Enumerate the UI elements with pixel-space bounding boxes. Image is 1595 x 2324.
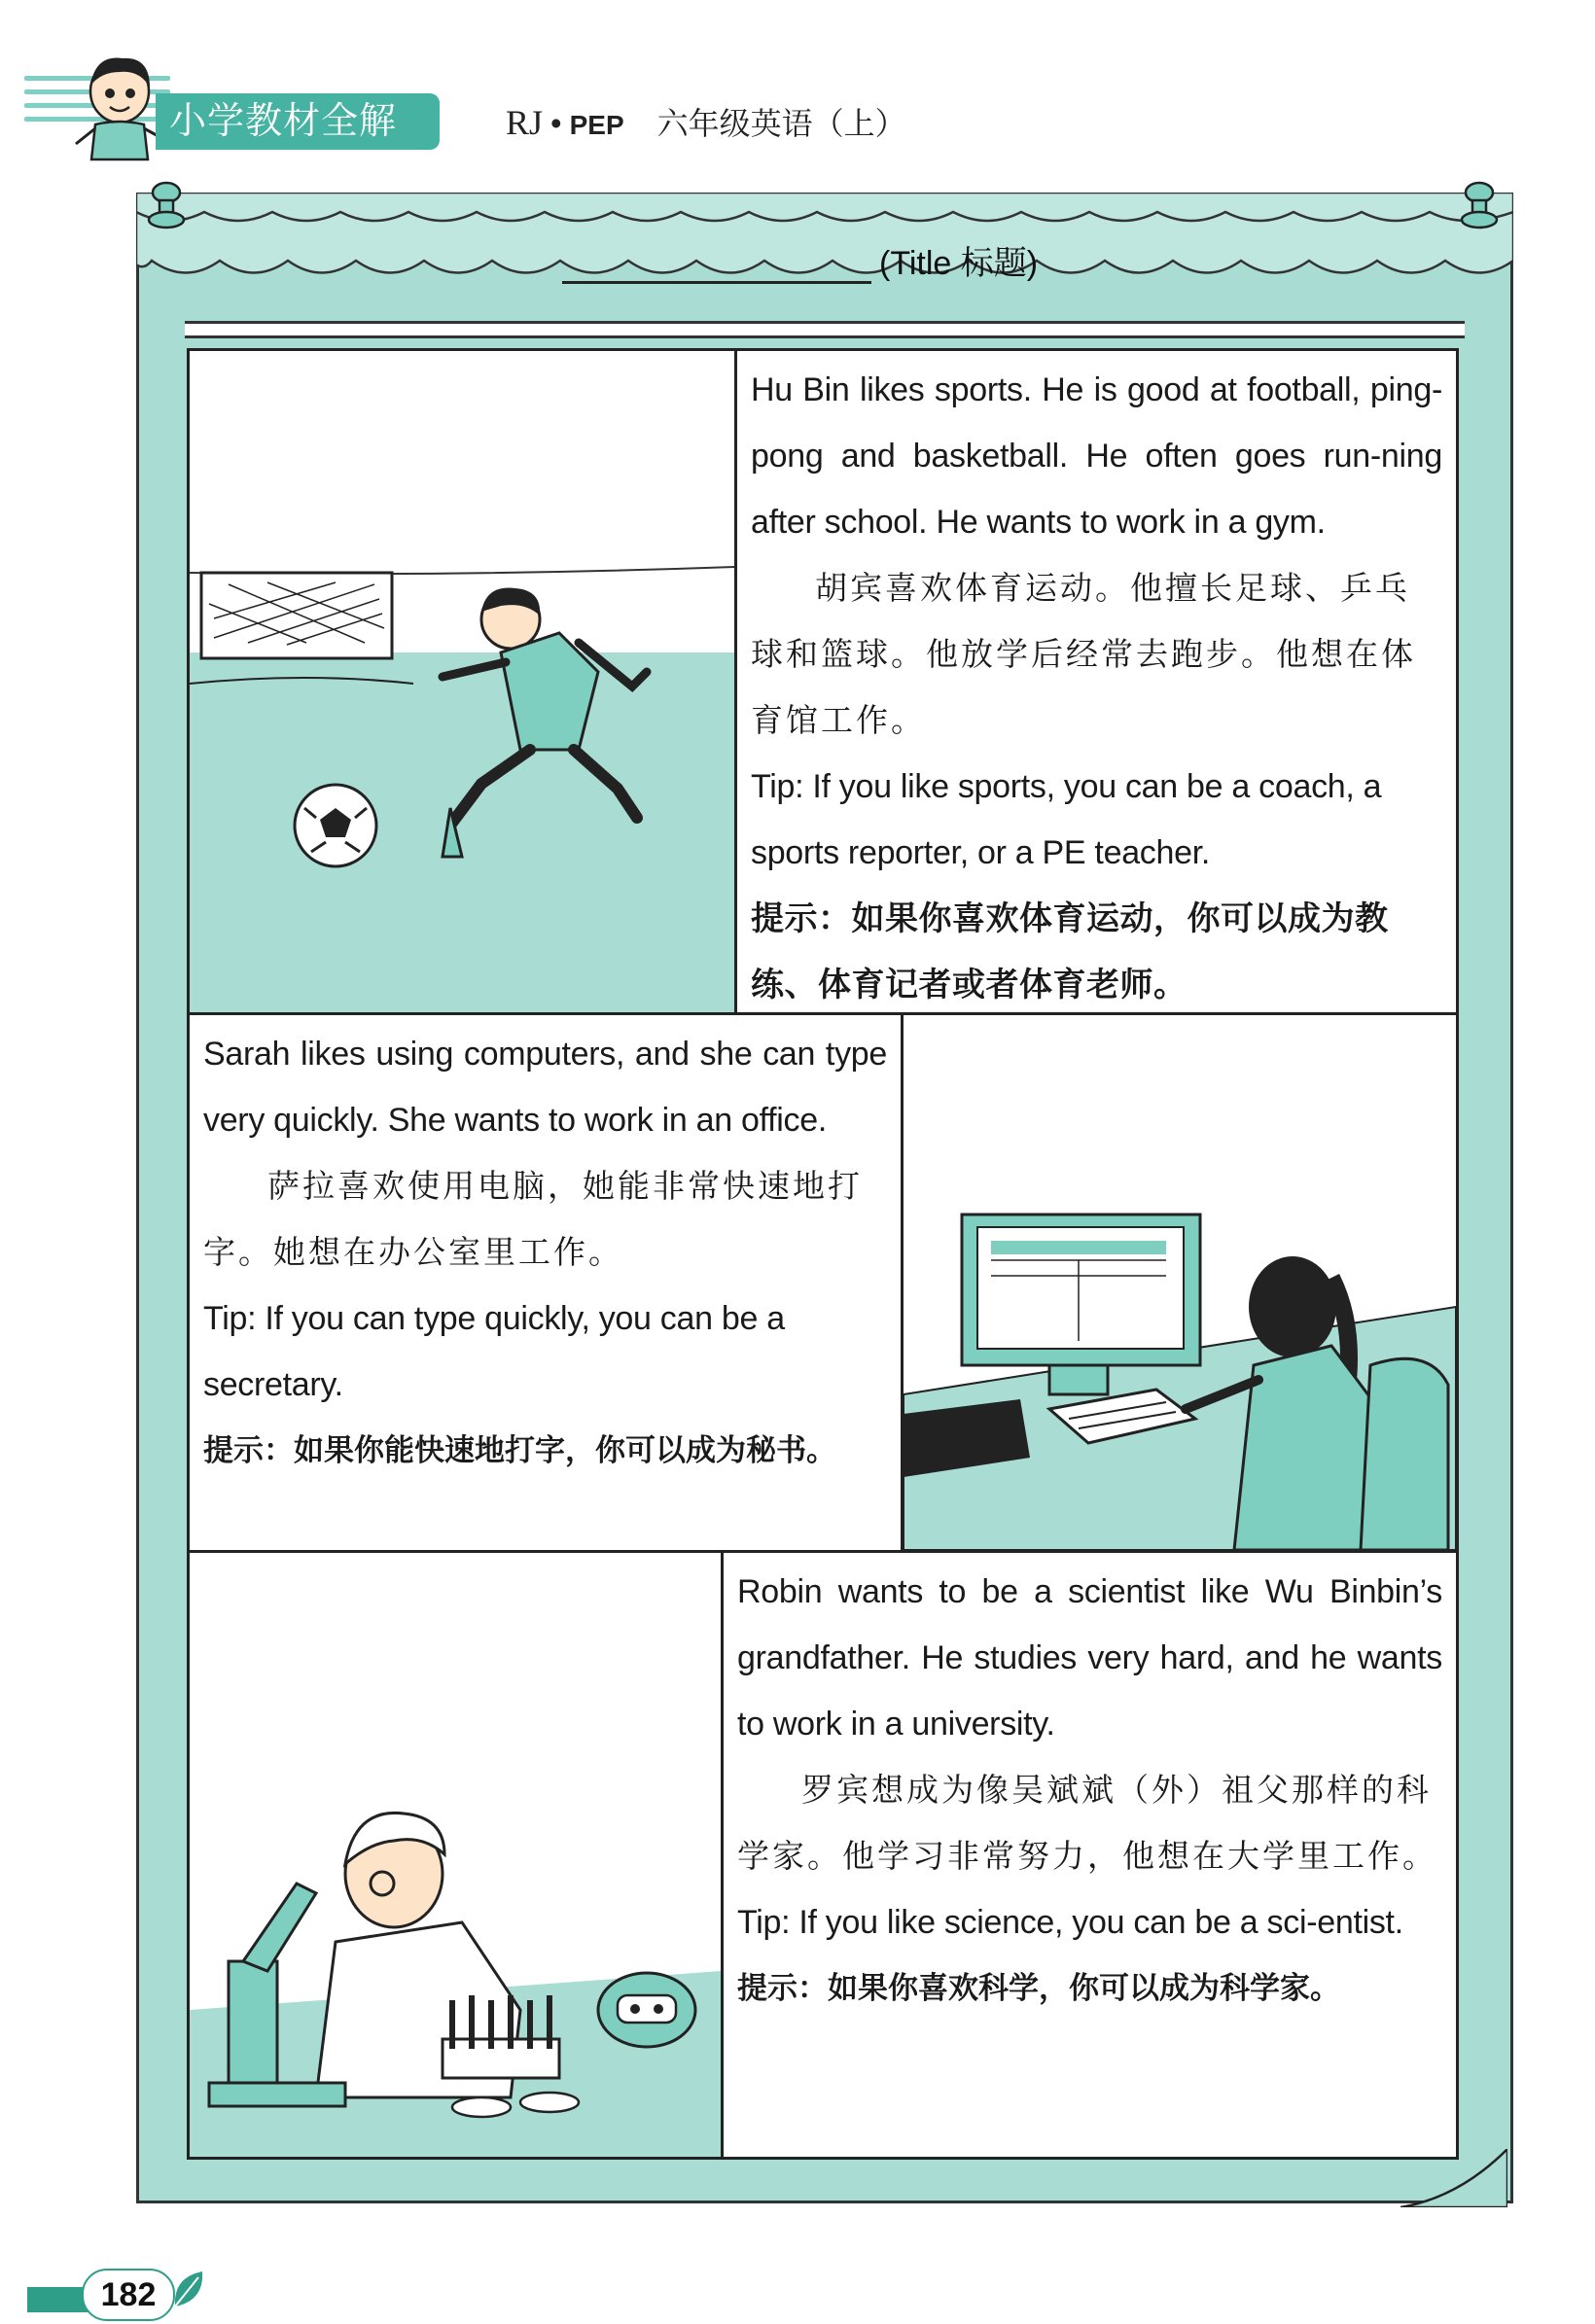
panel-2-illustration: [901, 1012, 1459, 1553]
panel-2-tip-chinese: 提示：如果你能快速地打字，你可以成为秘书。: [203, 1433, 836, 1468]
office-typing-illustration: [904, 1015, 1456, 1550]
panel-1-chinese: 胡宾喜欢体育运动。他擅长足球、乒乓球和篮球。他放学后经常去跑步。他想在体育馆工作。: [751, 569, 1416, 739]
leaf-icon: [169, 2268, 208, 2312]
title-blank[interactable]: [562, 246, 871, 284]
header-rule-band: [185, 321, 1465, 338]
edition-rj: RJ: [506, 103, 544, 142]
panel-3-text: [721, 1550, 1459, 2160]
panel-3-english: Robin wants to be a scientist like Wu Binbin’s grandfather. He studies very hard, and he wants to work in a university.: [737, 1573, 1442, 1743]
panel-1-tip: Tip: If you like sports, you can be a coach, a sports reporter, or a PE teacher.: [751, 768, 1382, 871]
panel-1-tip-chinese: 提示：如果你喜欢体育运动，你可以成为教练、体育记者或者体育老师。: [751, 899, 1389, 1004]
panel-3-tip: Tip: If you like science, you can be a sci-entist.: [737, 1904, 1403, 1941]
edition-dot: •: [550, 105, 562, 141]
panel-2-chinese: 萨拉喜欢使用电脑，她能非常快速地打字。她想在办公室里工作。: [203, 1167, 863, 1271]
scientist-lab-illustration: [190, 1553, 721, 2157]
panel-1-text: [734, 348, 1459, 1015]
panel-2-english: Sarah likes using computers, and she can type very quickly. She wants to work in an office.: [203, 1036, 887, 1139]
football-player-illustration: [190, 351, 734, 1012]
panel-3-chinese: 罗宾想成为像吴斌斌（外）祖父那样的科学家。他学习非常努力，他想在大学里工作。: [737, 1771, 1437, 1875]
edition-pep: PEP: [569, 110, 624, 140]
series-title-badge: 小学教材全解: [156, 93, 440, 150]
push-pin-left-icon: [144, 181, 189, 237]
title-line: [562, 239, 1107, 284]
grade-label: 六年级英语（上）: [656, 105, 906, 142]
panel-3-illustration: [187, 1550, 724, 2160]
panel-1-english: Hu Bin likes sports. He is good at football, ping-pong and basketball. He often goes run-ning after school. He wants to work in a gym.: [751, 371, 1442, 541]
push-pin-right-icon: [1457, 181, 1502, 237]
title-label: (Title 标题): [879, 245, 1039, 282]
panel-2-tip: Tip: If you can type quickly, you can be a secretary.: [203, 1300, 785, 1403]
page-curl-decoration: [1400, 2149, 1507, 2207]
panel-1-illustration: [187, 348, 737, 1015]
page-header: [0, 0, 1595, 165]
page-number: 182: [82, 2269, 175, 2321]
panel-3-tip-chinese: 提示：如果你喜欢科学，你可以成为科学家。: [737, 1971, 1340, 2006]
panel-2-text: [187, 1012, 904, 1553]
edition-label: [506, 99, 906, 144]
